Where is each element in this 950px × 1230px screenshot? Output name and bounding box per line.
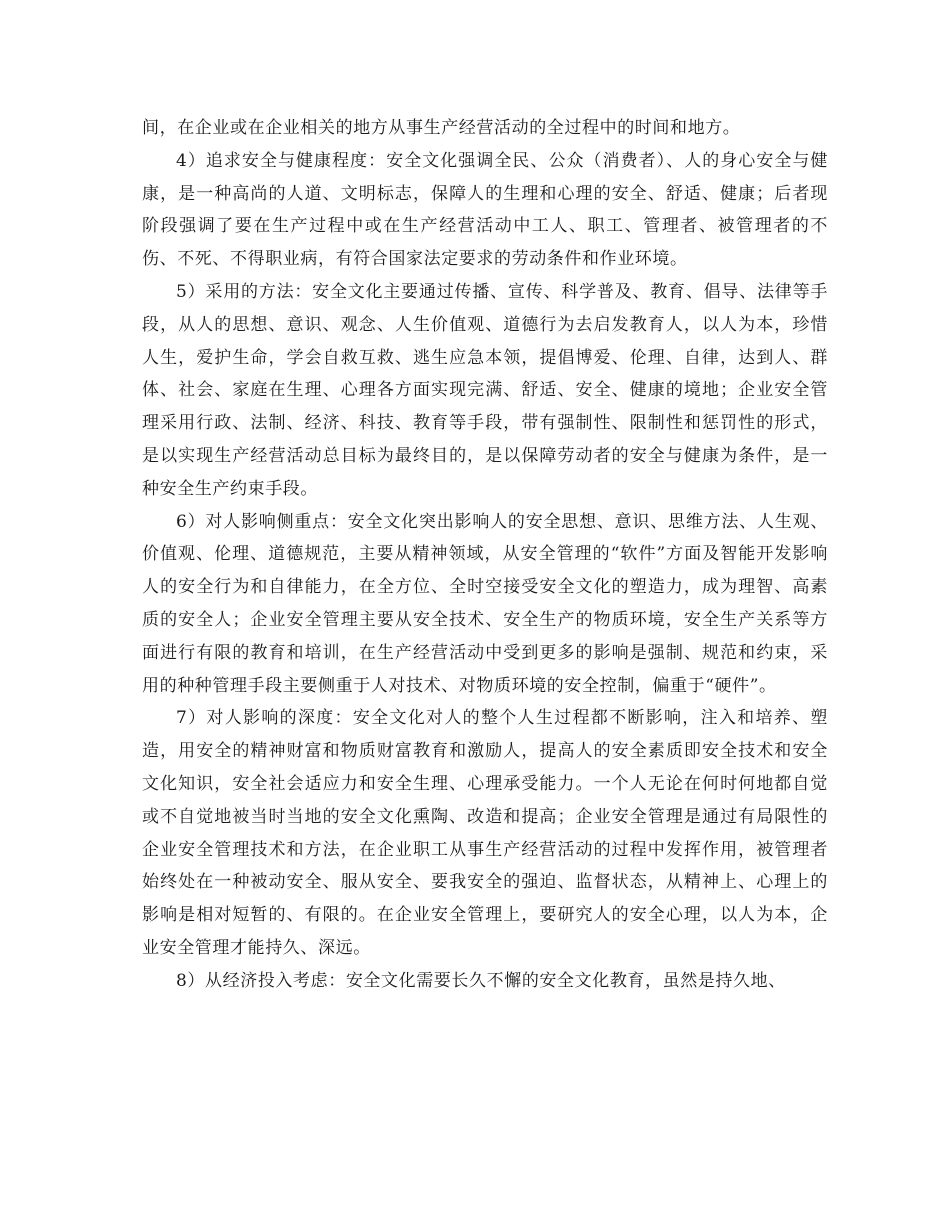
paragraph-item-4: 4）追求安全与健康程度：安全文化强调全民、公众（消费者）、人的身心安全与健康，是一种高尚的人道、文明标志，保障人的生理和心理的安全、舒适、健康；后者现阶段强调了要在生产过程中或在生产经营活动中工人、职工、管理者、被管理者的不伤、不死、不得职业病，有符合国家法定要求的劳动条件和作业环境。 [142,150,828,270]
paragraph-item-7: 7）对人影响的深度：安全文化对人的整个人生过程都不断影响，注入和培养、塑造，用安全的精神财富和物质财富教育和激励人，提高人的安全素质即安全技术和安全文化知识，安全社会适应力和安全生理、心理承受能力。一个人无论在何时何地都自觉或不自觉地被当时当地的安全文化熏陶、改造和提高；企业安全管理是通过有局限性的企业安全管理技术和方法，在企业职工从事生产经营活动的过程中发挥作用，被管理者始终处在一种被动安全、服从安全、要我安全的强迫、监督状态，从精神上、心理上的影响是相对短暂的、有限的。在企业安全管理上，要研究人的安全心理，以人为本，企业安全管理才能持久、深远。 [142,708,828,958]
paragraph-item-5: 5）采用的方法：安全文化主要通过传播、宣传、科学普及、教育、倡导、法律等手段，从人的思想、意识、观念、人生价值观、道德行为去启发教育人，以人为本，珍惜人生，爱护生命，学会自救互救、逃生应急本领，提倡博爱、伦理、自律，达到人、群体、社会、家庭在生理、心理各方面实现完满、舒适、安全、健康的境地；企业安全管理采用行政、法制、经济、科技、教育等手段，带有强制性、限制性和惩罚性的形式，是以实现生产经营活动总目标为最终目的，是以保障劳动者的安全与健康为条件，是一种安全生产约束手段。 [142,281,828,499]
paragraph-item-8: 8）从经济投入考虑：安全文化需要长久不懈的安全文化教育，虽然是持久地、 [176,970,786,991]
paragraph-continuation: 间，在企业或在企业相关的地方从事生产经营活动的全过程中的时间和地方。 [142,118,741,138]
document-body [142,112,828,998]
paragraph-item-6: 6）对人影响侧重点：安全文化突出影响人的安全思想、意识、思维方法、人生观、价值观、伦理、道德规范，主要从精神领域，从安全管理的“软件”方面及智能开发影响人的安全行为和自律能力，在全方位、全时空接受安全文化的塑造力，成为理智、高素质的安全人；企业安全管理主要从安全技术、安全生产的物质环境，安全生产关系等方面进行有限的教育和培训，在生产经营活动中受到更多的影响是强制、规范和约束，采用的种种管理手段主要侧重于人对技术、对物质环境的安全控制，偏重于“硬件”。 [142,511,828,696]
